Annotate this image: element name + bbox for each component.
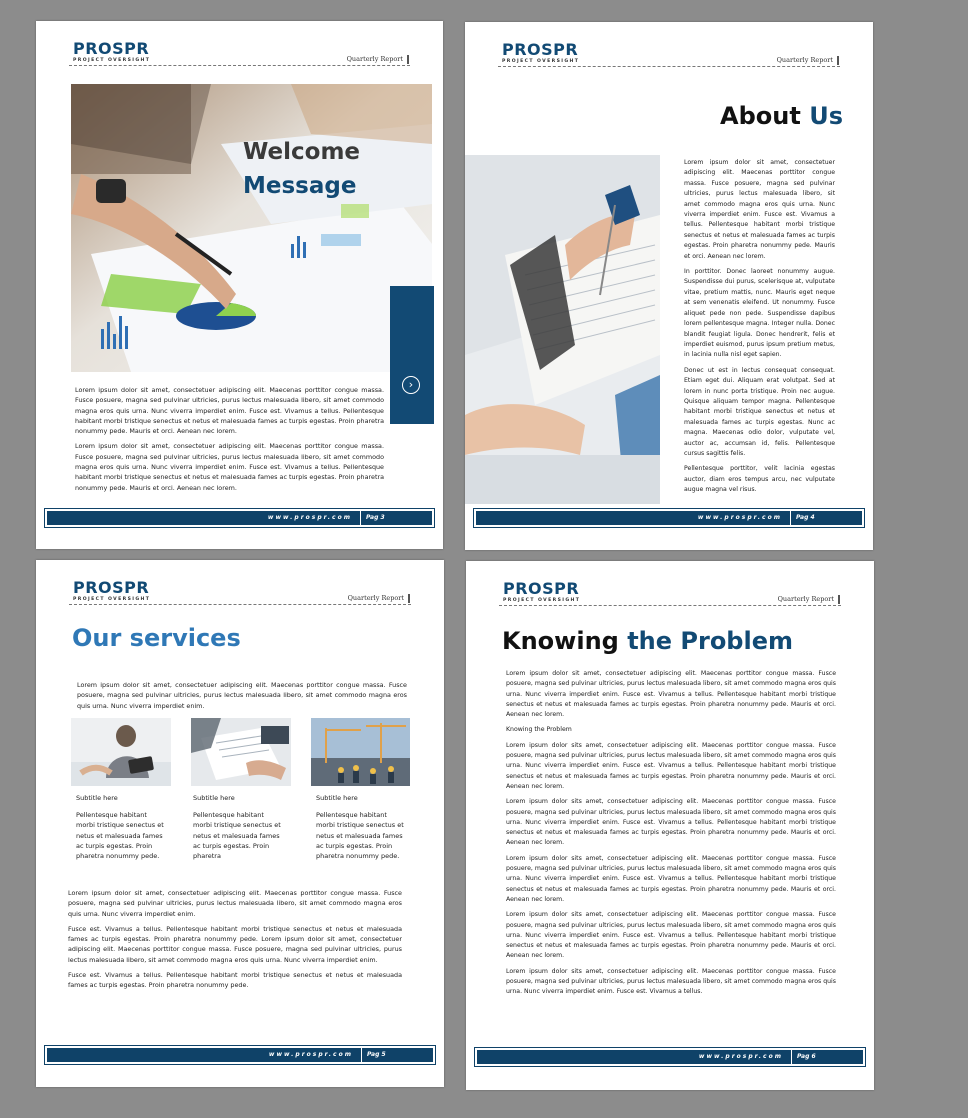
services-intro (77, 680, 407, 716)
service-image-3 (311, 718, 410, 786)
about-paragraph: Lorem ipsum dolor sit amet, consectetuer adipiscing elit. Maecenas porttitor congue massa. Fusce posuere, magna sed pulvinar ultricies, purus lectus malesuada libero, sit amet commodo magna eros quis urna. Nunc viverra imperdiet enim. Fusce est. Vivamus a tellus. Pellentesque habitant morbi tristique senectus et netus et malesuada fames ac turpis egestas. Proin pharetra nonummy pede. Mauris et orci. Aenean nec lorem. (684, 159, 835, 260)
brand-logo (503, 581, 580, 603)
accent-panel (390, 286, 434, 424)
problem-subheading: Knowing the Problem (506, 726, 572, 734)
page-number: Pag 3 (360, 511, 432, 525)
footer-website-link[interactable]: www.prospr.com (698, 1053, 783, 1060)
about-title (720, 102, 843, 130)
services-intro-text: Lorem ipsum dolor sit amet, consectetuer adipiscing elit. Maecenas porttitor congue massa. Fusce posuere, magna sed pulvinar ultricies, purus lectus malesuada libero, sit amet commodo magna eros quis urna. Nunc viverra imperdiet enim. (77, 681, 407, 710)
about-paragraph: In porttitor. Donec laoreet nonummy augue. Suspendisse dui purus, scelerisque at, vulputate vitae, pretium mattis, nunc. Mauris eget neque at sem venenatis eleifend. Ut nonummy. Fusce aliquet pede non pede. Suspendisse dapibus lorem pellentesque magna. Integer nulla. Donec blandit feugiat ligula. Donec hendrerit, felis et imperdiet euismod, purus ipsum pretium metus, in lacinia nulla nisl eget sapien. (684, 268, 835, 359)
service-description: Pellentesque habitant morbi tristique senectus et netus et malesuada fames ac turpis egestas. Proin pharetra nonummy pede. (76, 811, 164, 861)
report-title: Quarterly Report (777, 56, 839, 65)
about-paragraph: Pellentesque porttitor, velit lacinia egestas auctor, diam eros tempus arcu, nec vulputate augue magna vel risus. (684, 465, 835, 494)
header-divider (69, 65, 410, 66)
services-body (68, 888, 402, 996)
service-subtitle: Subtitle here (316, 794, 358, 802)
footer-bar (475, 510, 863, 526)
footer-bar (46, 1047, 434, 1063)
footer-website-link[interactable]: www.prospr.com (268, 1051, 353, 1058)
problem-paragraph: Lorem ipsum dolor sits amet, consectetuer adipiscing elit. Maecenas porttitor congue massa. Fusce posuere, magna sed pulvinar ultricies, purus lectus malesuada libero, sit amet commodo magna eros quis urna. Nunc viverra imperdiet enim. Fusce est. Vivamus a tellus. Pellentesque habitant morbi tristique senectus et netus et malesuada fames ac turpis egestas. Proin pharetra nonummy pede. Mauris et orci. Aenean nec lorem. (506, 798, 836, 847)
problem-paragraph: Lorem ipsum dolor sits amet, consectetuer adipiscing elit. Maecenas porttitor congue massa. Fusce posuere, magna sed pulvinar ultricies, purus lectus malesuada libero, sit amet commodo magna eros quis urna. Nunc viverra imperdiet enim. Fusce est. Vivamus a tellus. Pellentesque habitant morbi tristique senectus et netus et malesuada fames ac turpis egestas. Proin pharetra nonummy pede. Mauris et orci. Aenean nec lorem. (506, 854, 836, 903)
brand-tagline: PROJECT OVERSIGHT (503, 598, 581, 603)
page-number: Pag 6 (791, 1050, 863, 1064)
brand-logo (502, 42, 579, 64)
welcome-title-line2: Message (243, 173, 357, 199)
report-title: Quarterly Report (778, 595, 840, 604)
welcome-title (243, 135, 360, 203)
footer-bar (476, 1049, 864, 1065)
footer-bar (46, 510, 433, 526)
welcome-paragraph: Lorem ipsum dolor sit amet, consectetuer adipiscing elit. Maecenas porttitor congue massa. Fusce posuere, magna sed pulvinar ultricies, purus lectus malesuada libero, sit amet commodo magna eros quis urna. Nunc viverra imperdiet enim. Fusce est. Vivamus a tellus. Pellentesque habitant morbi tristique senectus et netus et malesuada fames ac turpis egestas. Proin pharetra nonummy pede. Mauris et orci. Aenean nec lorem. (75, 386, 384, 436)
about-title-word1: About (720, 102, 801, 130)
hero-photo (71, 84, 432, 372)
problem-title-word1: Knowing (502, 627, 619, 655)
welcome-title-line1: Welcome (243, 139, 361, 165)
services-paragraph: Lorem ipsum dolor sit amet, consectetuer adipiscing elit. Maecenas porttitor congue massa. Fusce posuere, magna sed pulvinar ultricies, purus lectus malesuada libero, sit amet commodo magna eros quis urna. Nunc viverra imperdiet enim. (68, 889, 402, 918)
page-problem (466, 561, 874, 1090)
page-services (36, 560, 444, 1087)
services-title: Our services (72, 624, 241, 652)
about-title-word2: Us (809, 102, 843, 130)
page-number: Pag 4 (790, 511, 862, 525)
report-title: Quarterly Report (347, 55, 409, 64)
problem-paragraph: Lorem ipsum dolor sits amet, consectetuer adipiscing elit. Maecenas porttitor congue massa. Fusce posuere, magna sed pulvinar ultricies, purus lectus malesuada libero, sit amet commodo magna eros quis urna. Nunc viverra imperdiet enim. Fusce est. Vivamus a tellus. Pellentesque habitant morbi tristique senectus et netus et malesuada fames ac turpis egestas. Proin pharetra nonummy pede. Mauris et orci. Aenean nec lorem. (506, 911, 836, 960)
report-title: Quarterly Report (348, 594, 410, 603)
service-image-1 (71, 718, 171, 786)
header-divider (498, 66, 840, 67)
problem-body (506, 669, 836, 1003)
chevron-right-circle-icon[interactable]: › (402, 376, 420, 394)
brand-tagline: PROJECT OVERSIGHT (73, 58, 151, 63)
header-divider (499, 605, 841, 606)
problem-title-word2: the Problem (627, 627, 793, 655)
service-description: Pellentesque habitant morbi tristique senectus et netus et malesuada fames ac turpis egestas. Proin pharetra nonummy pede. (316, 811, 404, 861)
brand-name: PROSPR (73, 578, 150, 597)
problem-title (502, 627, 793, 655)
services-paragraph: Fusce est. Vivamus a tellus. Pellentesque habitant morbi tristique senectus et netus et malesuada fames ac turpis egestas. Proin pharetra nonummy pede. Lorem ipsum dolor sit amet, consectetuer adipiscing elit. Maecenas porttitor congue massa. Fusce posuere, magna sed pulvinar ultricies, purus lectus malesuada libero, sit amet commodo magna eros quis urna. Nunc viverra imperdiet enim. (68, 924, 402, 964)
brand-name: PROSPR (502, 40, 579, 59)
services-paragraph: Fusce est. Vivamus a tellus. Pellentesque habitant morbi tristique senectus et netus et malesuada fames ac turpis egestas. Proin pharetra nonummy pede. (68, 971, 402, 990)
problem-paragraph: Lorem ipsum dolor sits amet, consectetuer adipiscing elit. Maecenas porttitor congue massa. Fusce posuere, magna sed pulvinar ultricies, purus lectus malesuada libero, sit amet commodo magna eros quis urna. Nunc viverra imperdiet enim. Fusce est. Vivamus a tellus. Pellentesque habitant morbi tristique senectus et netus et malesuada fames ac turpis egestas. Proin pharetra nonummy pede. Mauris et orci. Aenean nec lorem. (506, 741, 836, 790)
page-number: Pag 5 (361, 1048, 433, 1062)
brand-logo (73, 41, 150, 63)
footer-website-link[interactable]: www.prospr.com (267, 514, 352, 521)
brand-logo (73, 580, 150, 602)
page-welcome (36, 21, 443, 549)
about-photo (465, 155, 660, 504)
service-description: Pellentesque habitant morbi tristique senectus et netus et malesuada fames ac turpis egestas. Proin pharetra (193, 811, 281, 861)
service-subtitle: Subtitle here (76, 794, 118, 802)
service-image-2 (191, 718, 291, 786)
problem-paragraph: Lorem ipsum dolor sit amet, consectetuer adipiscing elit. Maecenas porttitor congue massa. Fusce posuere, magna sed pulvinar ultricies, purus lectus malesuada libero, sit amet commodo magna eros quis urna. Nunc viverra imperdiet enim. Fusce est. Vivamus a tellus. Pellentesque habitant morbi tristique senectus et netus et malesuada fames ac turpis egestas. Proin pharetra nonummy pede. Mauris et orci. Aenean nec lorem. (506, 670, 836, 719)
about-paragraph: Donec ut est in lectus consequat consequat. Etiam eget dui. Aliquam erat volutpat. Sed at lorem in nunc porta tristique. Proin nec augue. Quisque aliquam tempor magna. Pellentesque habitant morbi tristique senectus et netus et malesuada fames ac turpis egestas. Nunc ac magna. Maecenas odio dolor, vulputate vel, auctor ac, accumsan id, felis. Pellentesque cursus sagittis felis. (684, 366, 835, 457)
about-body (684, 158, 835, 501)
welcome-body (75, 385, 384, 498)
service-subtitle: Subtitle here (193, 794, 235, 802)
footer-website-link[interactable]: www.prospr.com (697, 514, 782, 521)
header-divider (69, 604, 411, 605)
welcome-paragraph: Lorem ipsum dolor sit amet, consectetuer adipiscing elit. Maecenas porttitor congue massa. Fusce posuere, magna sed pulvinar ultricies, purus lectus malesuada libero, sit amet commodo magna eros quis urna. Nunc viverra imperdiet enim. Fusce est. Vivamus a tellus. Pellentesque habitant morbi tristique senectus et netus et malesuada fames ac turpis egestas. Proin pharetra nonummy pede. Mauris et orci. Aenean nec lorem. (75, 442, 384, 492)
page-about (465, 22, 873, 550)
brand-name: PROSPR (503, 579, 580, 598)
brand-tagline: PROJECT OVERSIGHT (73, 597, 151, 602)
brand-name: PROSPR (73, 39, 150, 58)
brand-tagline: PROJECT OVERSIGHT (502, 59, 580, 64)
problem-paragraph: Lorem ipsum dolor sits amet, consectetuer adipiscing elit. Maecenas porttitor congue massa. Fusce posuere, magna sed pulvinar ultricies, purus lectus malesuada libero, sit amet commodo magna eros quis urna. Nunc viverra imperdiet enim. Fusce est. Vivamus a tellus. (506, 967, 836, 996)
